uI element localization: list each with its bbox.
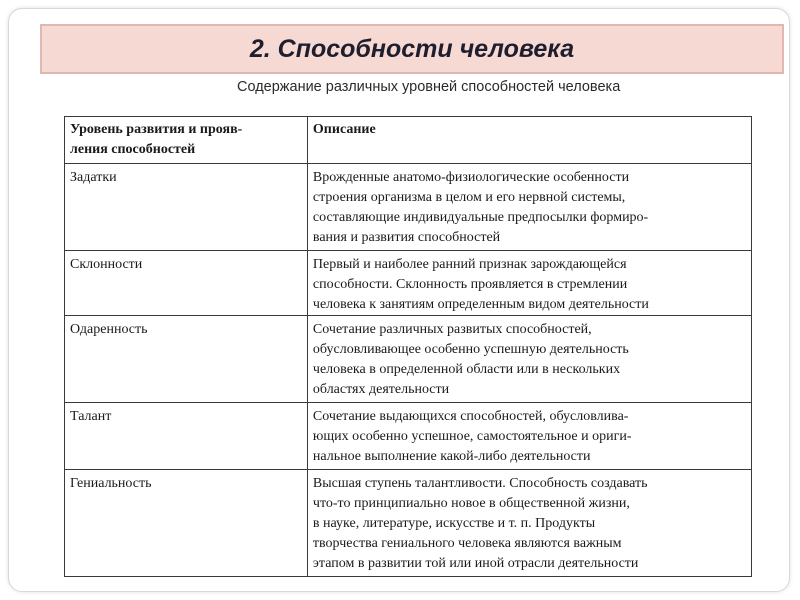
description-cell <box>307 470 751 577</box>
description-text: Сочетание выдающихся способностей, обусловлива- ющих особенно успешное, самостоятельное и ориги- нальное выполнение какой-либо деятельности <box>312 409 632 464</box>
description-text: Сочетание различных развитых способностей, обусловливающее особенно успешную деятельность человека в определенной области или в нескольких областях деятельности <box>312 322 629 397</box>
header-description-text: Описание <box>312 122 376 137</box>
description-cell <box>307 251 751 316</box>
description-cell <box>307 403 751 470</box>
description-cell <box>307 164 751 251</box>
title-banner <box>40 24 784 74</box>
table-row <box>65 316 752 403</box>
header-description <box>307 117 751 164</box>
abilities-table <box>64 116 752 577</box>
table-row <box>65 403 752 470</box>
level-cell <box>65 251 308 316</box>
level-cell <box>65 164 308 251</box>
level-cell <box>65 316 308 403</box>
description-text: Высшая ступень талантливости. Способность создавать что-то принципиально новое в общественной жизни, в науке, литературе, искусстве и т. п. Продукты творчества гениального человека являются важным этапом в развитии той или иной отрасли деятельности <box>312 476 648 571</box>
table-row <box>65 164 752 251</box>
description-cell <box>307 316 751 403</box>
description-text: Первый и наиболее ранний признак зарождающейся способности. Склонность проявляется в стремлении человека к занятиям определенным видом деятельности <box>312 257 649 312</box>
header-level-text: Уровень развития и прояв- ления способностей <box>70 122 243 157</box>
level-text: Склонности <box>70 257 143 272</box>
header-level <box>65 117 308 164</box>
level-text: Одаренность <box>70 322 148 337</box>
level-cell <box>65 470 308 577</box>
table-caption: Содержание различных уровней способностей человека <box>237 79 621 95</box>
level-text: Талант <box>70 409 112 424</box>
level-text: Гениальность <box>70 476 152 491</box>
description-text: Врожденные анатомо-физиологические особенности строения организма в целом и его нервной системы, составляющие индивидуальные предпосылки формиро- вания и развития способностей <box>312 170 649 245</box>
table-row <box>65 470 752 577</box>
table-header-row <box>65 117 752 164</box>
slide-title: 2. Способности человека <box>249 34 575 63</box>
level-text: Задатки <box>70 170 117 185</box>
table-row <box>65 251 752 316</box>
level-cell <box>65 403 308 470</box>
